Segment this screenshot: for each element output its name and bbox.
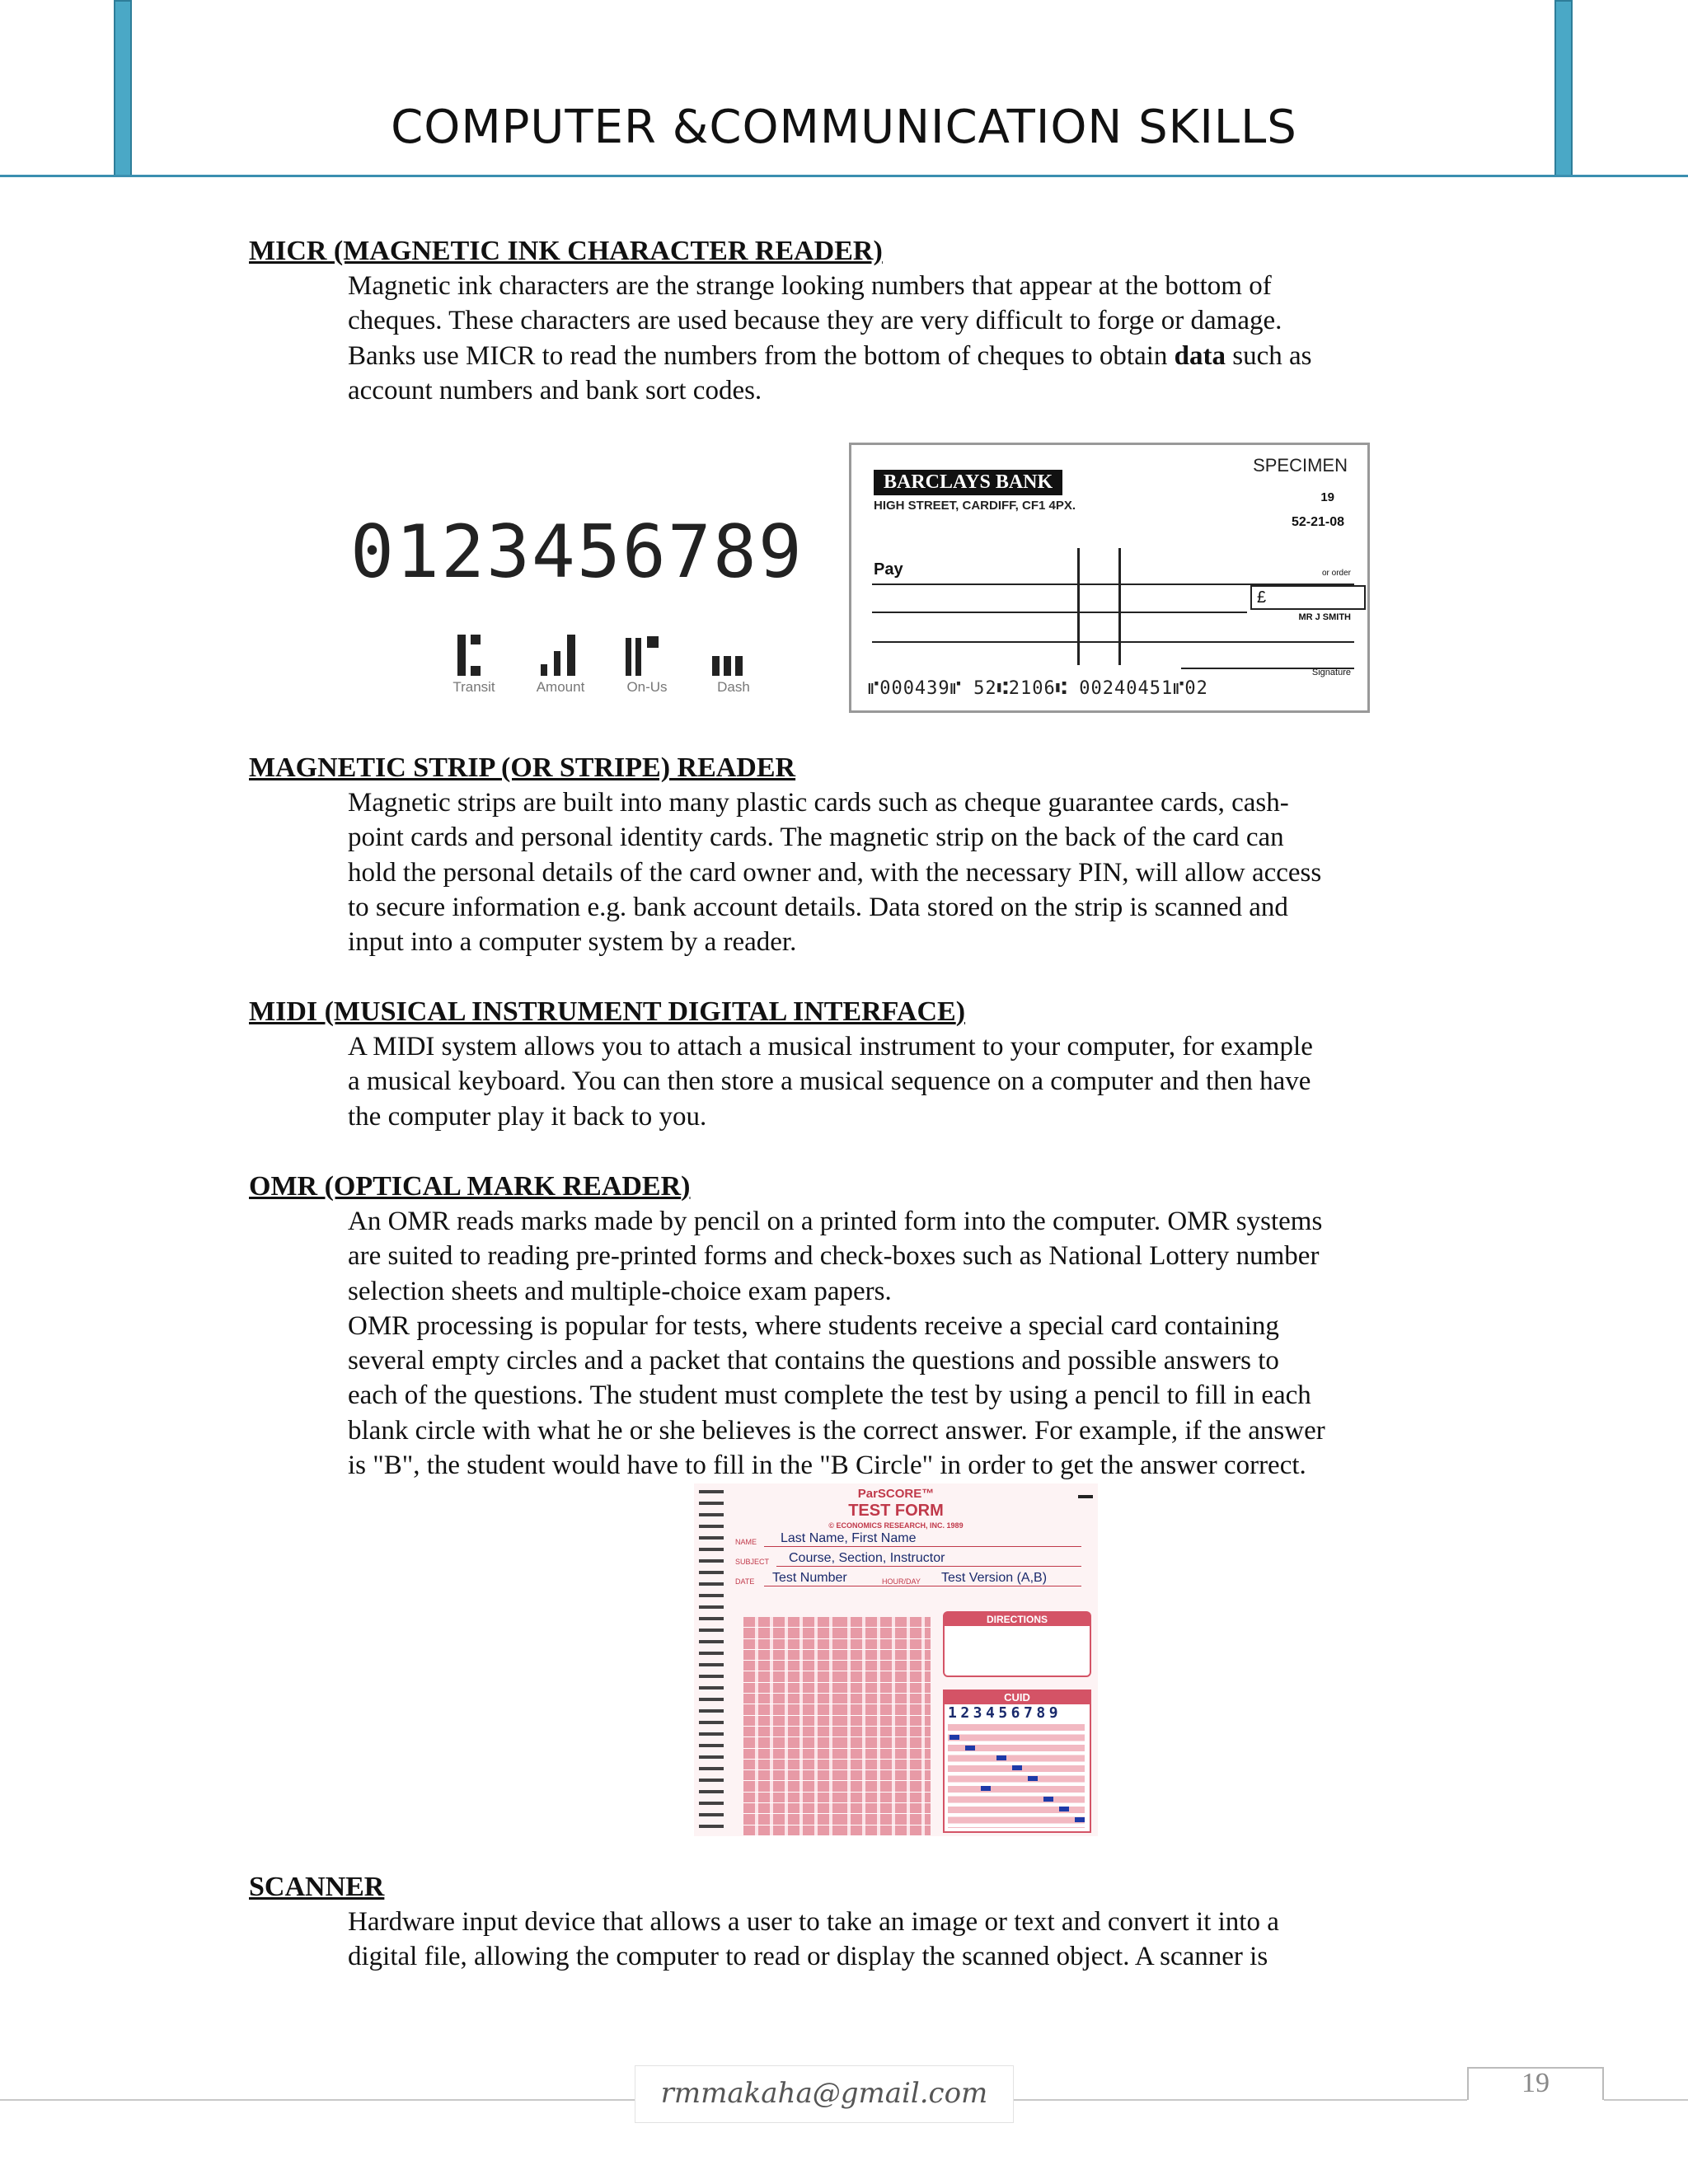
on-us-symbol-icon xyxy=(614,626,680,676)
paragraph-line: OMR processing is popular for tests, where students receive a special card containing xyxy=(348,1310,1279,1341)
section-heading-scanner: SCANNER xyxy=(249,1872,385,1902)
section-heading-magnetic-strip: MAGNETIC STRIP (OR STRIPE) READER xyxy=(249,752,796,783)
omr-subject-label: SUBJECT xyxy=(735,1558,770,1566)
heading-text: MIDI (MUSICAL INSTRUMENT DIGITAL INTERFACE xyxy=(249,996,956,1027)
cheque-date-prefix: 19 xyxy=(1320,490,1334,504)
omr-title: TEST FORM xyxy=(848,1502,944,1520)
section-micr xyxy=(249,234,1452,408)
paragraph-line: is "B", the student would have to fill in the "B Circle" in order to get the answer correct. xyxy=(348,1451,1306,1481)
omr-cuid-bubble-grid xyxy=(948,1724,1085,1828)
cheque-specimen-label: SPECIMEN xyxy=(1253,455,1348,476)
paragraph-line: are suited to reading pre-printed forms and check-boxes such as National Lottery number xyxy=(348,1241,1320,1272)
paragraph-line-text: Banks use MICR to read the numbers from the bottom of cheques to obtain xyxy=(348,340,1175,371)
heading-text: OMR (OPTICAL MARK READER xyxy=(249,1171,682,1202)
micr-symbols xyxy=(441,626,837,709)
paragraph-line: input into a computer system by a reader. xyxy=(348,927,797,958)
cheque-words-line xyxy=(872,641,1354,643)
heading-tail: ) xyxy=(681,1171,691,1202)
header-rule xyxy=(0,175,1688,177)
section-heading-omr xyxy=(249,1169,1452,1204)
footer-rule-left xyxy=(0,2099,635,2101)
section-heading-midi xyxy=(249,995,1452,1029)
paragraph-line: blank circle with what he or she believes is the correct answer. For example, if the answer xyxy=(348,1415,1325,1446)
micr-symbol-label: Transit xyxy=(452,679,495,695)
omr-cuid-title: CUID xyxy=(945,1691,1090,1704)
omr-hour-value: Test Version (A,B) xyxy=(941,1571,1048,1585)
paragraph-line: a musical keyboard. You can then store a musical sequence on a computer and then have xyxy=(348,1066,1311,1097)
footer-rule-far-right xyxy=(1604,2099,1688,2101)
section-omr xyxy=(249,1169,1452,1483)
dash-symbol-icon xyxy=(701,626,767,676)
section-magnetic-strip xyxy=(249,751,1452,959)
omr-name-value: Last Name, First Name xyxy=(781,1531,917,1545)
omr-test-form-image xyxy=(694,1483,1098,1836)
omr-subject-value: Course, Section, Instructor xyxy=(789,1551,945,1565)
paragraph-line: Magnetic ink characters are the strange looking numbers that appear at the bottom of xyxy=(348,271,1272,301)
footer-email: rmmakaha@gmail.com xyxy=(635,2065,1014,2123)
section-body-micr xyxy=(348,269,1452,408)
micr-digits: 0123456789 xyxy=(350,509,804,594)
cheque-or-order: or order xyxy=(1321,569,1351,578)
paragraph-line: digital file, allowing the computer to read or display the scanned object. A scanner is xyxy=(348,1942,1268,1972)
paragraph-line-text: such as xyxy=(1226,340,1312,371)
cheque-amount-line xyxy=(872,612,1247,613)
cheque-bank-address: HIGH STREET, CARDIFF, CF1 4PX. xyxy=(874,499,1076,513)
omr-directions-box xyxy=(943,1611,1091,1677)
omr-field-rule xyxy=(764,1546,1081,1547)
cheque-bank-name: BARCLAYS BANK xyxy=(874,470,1062,495)
omr-date-label: DATE xyxy=(735,1577,755,1586)
transit-symbol-icon xyxy=(441,626,507,676)
section-body-scanner xyxy=(348,1905,1452,1975)
bold-term: data xyxy=(1174,340,1226,371)
section-midi xyxy=(249,995,1452,1134)
paragraph-line: Hardware input device that allows a user to take an image or text and convert it into a xyxy=(348,1907,1279,1937)
omr-hour-label: HOUR/DAY xyxy=(882,1577,921,1586)
section-heading-micr: MICR (MAGNETIC INK CHARACTER READER) xyxy=(249,236,883,266)
section-body-omr xyxy=(348,1204,1452,1483)
cheque-sort-code: 52-21-08 xyxy=(1291,515,1344,529)
paragraph-line: cheques. These characters are used because they are very difficult to forge or damage. xyxy=(348,306,1282,336)
section-body-magnetic-strip xyxy=(348,785,1452,959)
omr-name-label: NAME xyxy=(735,1538,757,1546)
cheque-crossing-line xyxy=(1118,548,1121,665)
micr-symbol-label: Amount xyxy=(536,679,585,695)
cheque-payee-name: MR J SMITH xyxy=(1298,612,1351,622)
cheque-signature-label: Signature xyxy=(1311,668,1351,677)
micr-symbol-on-us xyxy=(614,626,680,709)
paragraph-line: Magnetic strips are built into many plastic cards such as cheque guarantee cards, cash- xyxy=(348,788,1289,818)
amount-symbol-icon xyxy=(528,626,593,676)
page-number: 19 xyxy=(1467,2067,1604,2100)
cheque-pay-label: Pay xyxy=(874,560,903,579)
omr-cuid-box xyxy=(943,1690,1091,1833)
paragraph-line: several empty circles and a packet that contains the questions and possible answers to xyxy=(348,1346,1279,1376)
cheque-micr-line: ⑈000439⑈ 52⑆2106⑆ 00240451⑈02 xyxy=(868,678,1208,699)
paragraph-line: account numbers and bank sort codes. xyxy=(348,375,762,405)
section-body-midi xyxy=(348,1029,1452,1134)
omr-directions-title: DIRECTIONS xyxy=(945,1613,1090,1626)
page-header-title: COMPUTER &COMMUNICATION SKILLS xyxy=(391,101,1297,154)
micr-symbol-label: Dash xyxy=(717,679,750,695)
omr-cuid-digits: 123456789 xyxy=(948,1704,1062,1722)
omr-date-value: Test Number xyxy=(772,1571,847,1585)
heading-tail: ) xyxy=(955,996,966,1027)
section-scanner xyxy=(249,1870,1452,1975)
paragraph-line: hold the personal details of the card owner and, with the necessary PIN, will allow access xyxy=(348,857,1322,888)
paragraph-line: each of the questions. The student must complete the test by using a pencil to fill in each xyxy=(348,1380,1311,1411)
paragraph-line: selection sheets and multiple-choice exam papers. xyxy=(348,1276,892,1306)
omr-answer-grid-left xyxy=(743,1617,838,1836)
paragraph-line xyxy=(348,339,1452,373)
paragraph-line: An OMR reads marks made by pencil on a printed form into the computer. OMR systems xyxy=(348,1207,1323,1236)
paragraph-line: A MIDI system allows you to attach a musical instrument to your computer, for example xyxy=(348,1032,1313,1062)
paragraph-line: to secure information e.g. bank account details. Data stored on the strip is scanned and xyxy=(348,892,1288,922)
cheque-crossing-line xyxy=(1077,548,1080,665)
micr-symbol-transit xyxy=(441,626,507,709)
omr-field-rule xyxy=(776,1566,1081,1567)
omr-timing-marks xyxy=(699,1490,724,1836)
micr-symbol-amount xyxy=(528,626,593,709)
cheque-specimen-image xyxy=(849,443,1370,713)
paragraph-line: the computer play it back to you. xyxy=(348,1101,707,1132)
footer-rule-right xyxy=(1014,2099,1467,2101)
omr-copyright: © ECONOMICS RESEARCH, INC. 1989 xyxy=(828,1521,964,1530)
cheque-amount-box: £ xyxy=(1250,585,1366,610)
micr-symbol-label: On-Us xyxy=(626,679,668,695)
paragraph-line: point cards and personal identity cards. The magnetic strip on the back of the card can xyxy=(348,823,1284,853)
omr-answer-grid-right xyxy=(836,1617,931,1836)
micr-symbol-dash xyxy=(701,626,767,709)
micr-font-figure xyxy=(350,511,832,709)
omr-brand: ParSCORE™ xyxy=(857,1487,935,1501)
